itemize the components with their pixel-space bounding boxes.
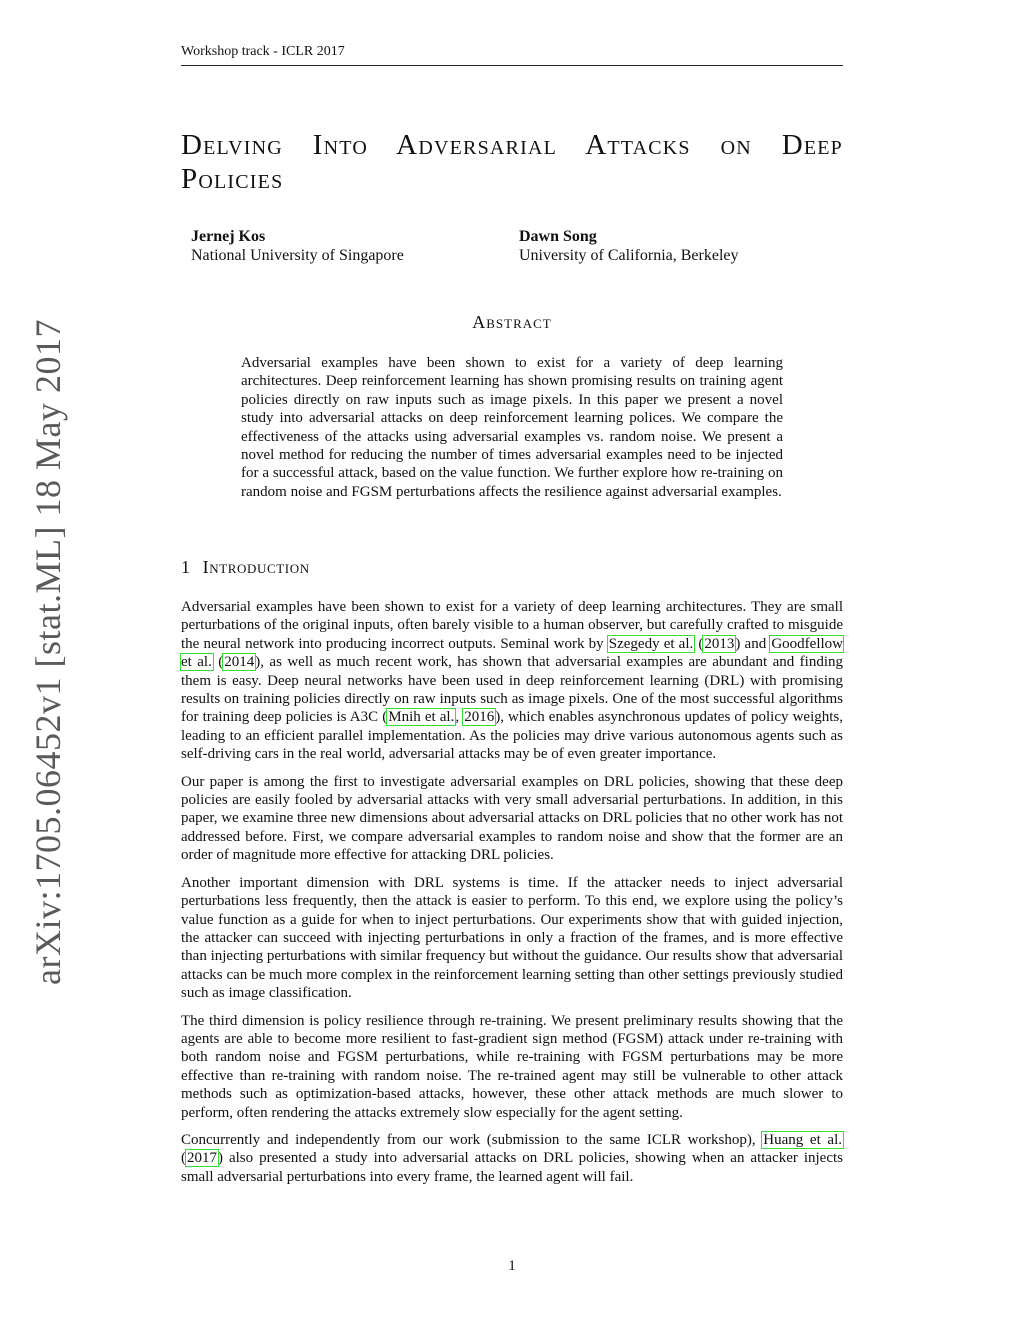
- citation-link[interactable]: Goodfellow et al.: [181, 635, 843, 671]
- author-block-2: [519, 227, 739, 265]
- paper-title: Delving Into Adversarial Attacks on Deep Policies: [181, 129, 843, 195]
- section-heading: [181, 557, 310, 578]
- citation-year-link[interactable]: 2013: [704, 635, 735, 652]
- header-rule: [181, 65, 843, 66]
- running-header: Workshop track - ICLR 2017: [181, 44, 345, 59]
- author-affiliation: National University of Singapore: [191, 247, 404, 264]
- paragraph: The third dimension is policy resilience through re-training. We present preliminary results showing that the agents are able to become more resilient to fast-gradient sign method (FGSM) attack under re-training with both random noise and FGSM perturbations, while re-training with FGSM perturbations may be more effective than re-training with random noise. The re-trained agent may still be vulnerable to other attack methods such as optimization-based attacks, however, these other attack methods are much slower to perform, often rendering the attacks extremely slow especially for the agent setting.: [181, 1012, 843, 1121]
- paragraph: Adversarial examples have been shown to exist for a variety of deep learning architectures. They are small perturbations of the original inputs, often barely visible to a human observer, but carefully crafted to misguide the neural network into producing incorrect outputs. Seminal work by Szegedy et al. (2013) and Goodfellow et al. (2014), as well as much recent work, has shown that adversarial examples are abundant and finding them is easy. Deep neural networks have been used in deep reinforcement learning (DRL) with promising results on training policies directly on raw inputs such as image pixels. One of the most successful algorithms for training deep policies is A3C (Mnih et al., 2016), which enables asynchronous updates of policy weights, leading to an efficient parallel implementation. As the policies may drive various autonomous agents such as self-driving cars in the real world, adversarial attacks may be of even greater importance.: [181, 599, 844, 763]
- arxiv-identifier: arXiv:1705.06452v1 [stat.ML] 18 May 2017: [28, 319, 68, 985]
- section-title: Introduction: [202, 557, 310, 577]
- abstract-heading: Abstract: [472, 312, 552, 332]
- paragraph-text: Adversarial examples have been shown to exist for a variety of deep learning architectures. They are small perturbations of the original inputs, often barely visible to a human observer, but carefully crafted to misguide the neural network into producing incorrect outputs. Seminal work by: [181, 599, 843, 652]
- citation-year-link[interactable]: 2016: [464, 709, 495, 726]
- paragraph-text: ), which enables asynchronous updates of policy weights, leading to an efficient parallel implementation. As the policies may drive various autonomous agents such as self-driving cars in the real world, adversarial attacks may be of even greater importance.: [181, 709, 843, 763]
- paragraph-text: also presented a study into adversarial attacks on DRL policies, showing when an attacker injects small adversarial perturbations into every frame, the learned agent will fail.: [181, 1150, 843, 1185]
- citation-link[interactable]: Mnih et al.: [388, 709, 455, 726]
- abstract-text: Adversarial examples have been shown to exist for a variety of deep learning architectures. Deep reinforcement learning has shown promising results on training agent policies directly on raw inputs such as image pixels. In this paper we present a novel study into adversarial attacks on deep reinforcement learning polices. We compare the effectiveness of the attacks using adversarial examples vs. random noise. We present a novel method for reducing the number of times adversarial examples need to be injected for a successful attack, based on the value function. We further explore how re-training on random noise and FGSM perturbations affects the resilience against adversarial examples.: [241, 355, 783, 500]
- paragraph: Concurrently and independently from our work (submission to the same ICLR workshop), Huang et al. (2017) also presented a study into adversarial attacks on DRL policies, showing when an attacker injects small adversarial perturbations into every frame, the learned agent will fail.: [181, 1131, 843, 1185]
- paragraph-text: , as well as much recent work, has shown that adversarial examples are abundant and finding them is easy. Deep neural networks have been used in deep reinforcement learning (DRL) with promising results on training policies directly on raw inputs such as image pixels. One of the most successful algorithms for training deep policies is A3C (: [181, 654, 844, 726]
- paragraph-text: Concurrently and independently from our work (submission to the same ICLR workshop),: [181, 1131, 763, 1148]
- introduction-body: [181, 598, 843, 1195]
- author-name: Jernej Kos: [191, 228, 266, 245]
- section-number: 1: [181, 557, 191, 577]
- author-block-1: [191, 227, 404, 265]
- citation-link[interactable]: Szegedy et al.: [608, 635, 694, 652]
- page-number: 1: [508, 1258, 516, 1274]
- author-name: Dawn Song: [519, 228, 597, 245]
- citation-year-link[interactable]: 2014: [224, 654, 255, 671]
- paragraph-text: and: [740, 635, 771, 652]
- citation-year-link[interactable]: 2017: [187, 1150, 217, 1167]
- paragraph: Our paper is among the first to investigate adversarial examples on DRL policies, showing that these deep policies are easily fooled by adversarial attacks with very small adversarial perturbations. In addition, in this paper, we examine three new dimensions about adversarial attacks on DRL policies that no other work has not addressed before. First, we compare adversarial examples to random noise and show that the former are an order of magnitude more effective for attacking DRL policies.: [181, 773, 843, 864]
- author-affiliation: University of California, Berkeley: [519, 247, 739, 264]
- citation-link[interactable]: Huang et al.: [763, 1131, 842, 1148]
- paragraph: Another important dimension with DRL systems is time. If the attacker needs to inject adversarial perturbations less frequently, then the attack is easier to perform. To this end, we explore using the policy’s value function as a guide for when to inject perturbations. Our experiments show that with guided injection, the attacker can succeed with injecting perturbations in only a fraction of the frames, and is more effective than injecting perturbations with similar frequency but without the guidance. Our results show that adversarial attacks can be much more complex in the reinforcement learning setting than other settings previously studied such as image classification.: [181, 874, 843, 1002]
